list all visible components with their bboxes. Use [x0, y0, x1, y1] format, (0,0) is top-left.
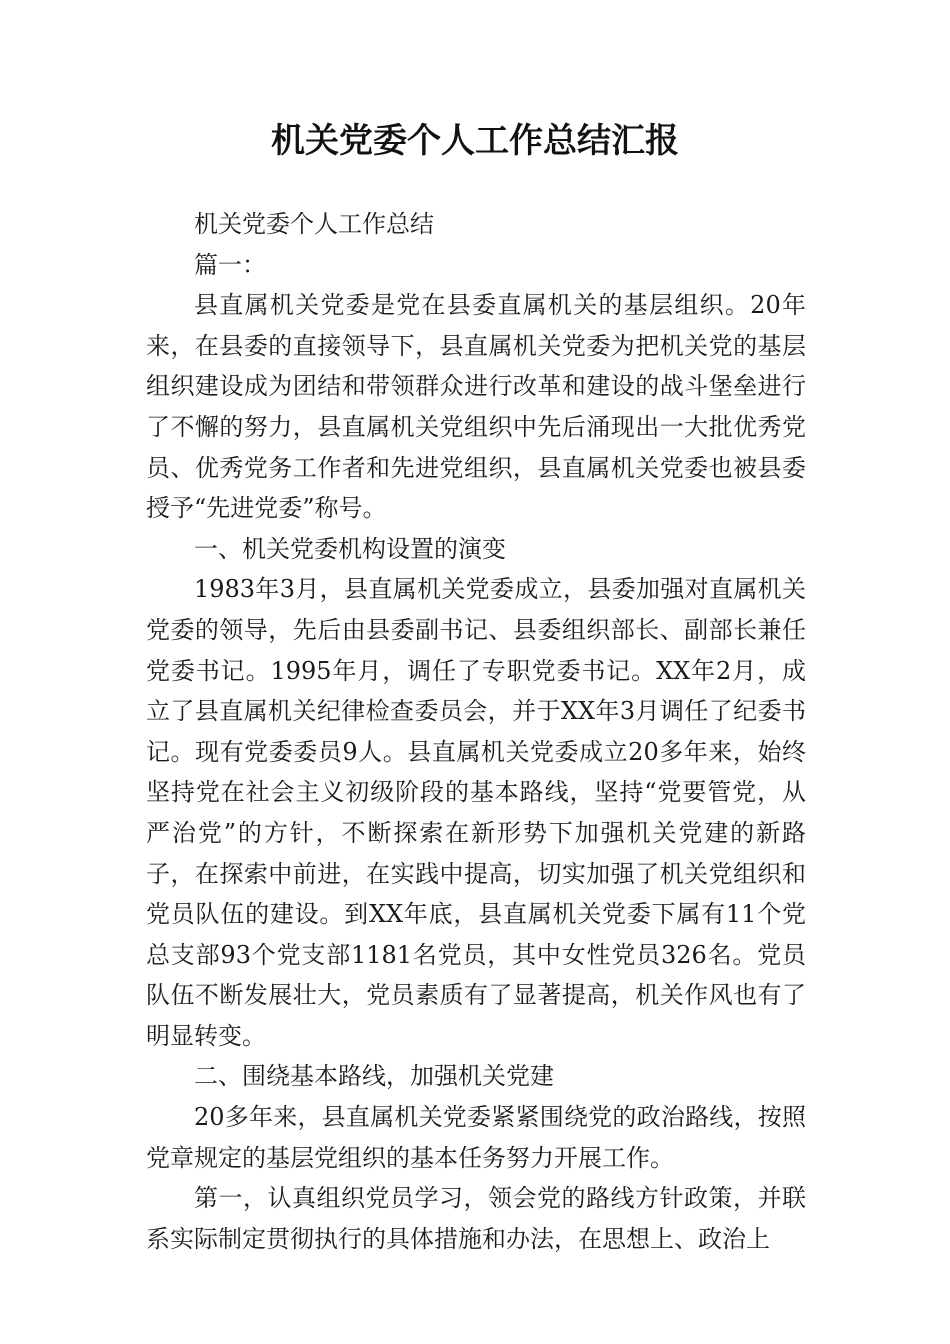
subtitle-paragraph: 机关党委个人工作总结 — [194, 210, 434, 238]
document-title: 机关党委个人工作总结汇报 — [271, 121, 679, 161]
section-heading-1: 一、机关党委机构设置的演变 — [194, 534, 506, 563]
history-paragraph: 1983年3月，县直属机关党委成立，县委加强对直属机关党委的领导，先后由县委副书记、县委组织部长、副部长兼任党委书记。1995年月，调任了专职党委书记。XX年2月，成立了县直属机关纪律检查委员会，并于XX年3月调任了纪委书记。现有党委委员9人。县直属机关党委成立20多年来，始终坚持党在社会主义初级阶段的基本路线，坚持“党要管党，从严治党”的方针，不断探索在新形势下加强机关党建的新路子，在探索中前进，在实践中提高，切实加强了机关党组织和党员队伍的建设。到XX年底，县直属机关党委下属有11个党总支部93个党支部1181名党员，其中女性党员326名。党员队伍不断发展壮大，党员素质有了显著提高，机关作风也有了明显转变。 — [146, 575, 806, 1050]
section-heading-2: 二、围绕基本路线，加强机关党建 — [194, 1062, 554, 1091]
first-point-paragraph: 第一，认真组织党员学习，领会党的路线方针政策，并联系实际制定贯彻执行的具体措施和办法，在思想上、政治上 — [146, 1184, 806, 1253]
work-overview-paragraph: 20多年来，县直属机关党委紧紧围绕党的政治路线，按照党章规定的基层党组织的基本任务努力开展工作。 — [146, 1103, 806, 1172]
part-label-paragraph: 篇一： — [194, 250, 266, 279]
document-body — [146, 204, 806, 1259]
intro-paragraph: 县直属机关党委是党在县委直属机关的基层组织。20年来，在县委的直接领导下，县直属机关党委为把机关党的基层组织建设成为团结和带领群众进行改革和建设的战斗堡垒进行了不懈的努力，县直属机关党组织中先后涌现出一大批优秀党员、优秀党务工作者和先进党组织，县直属机关党委也被县委授予“先进党委”称号。 — [146, 291, 806, 523]
